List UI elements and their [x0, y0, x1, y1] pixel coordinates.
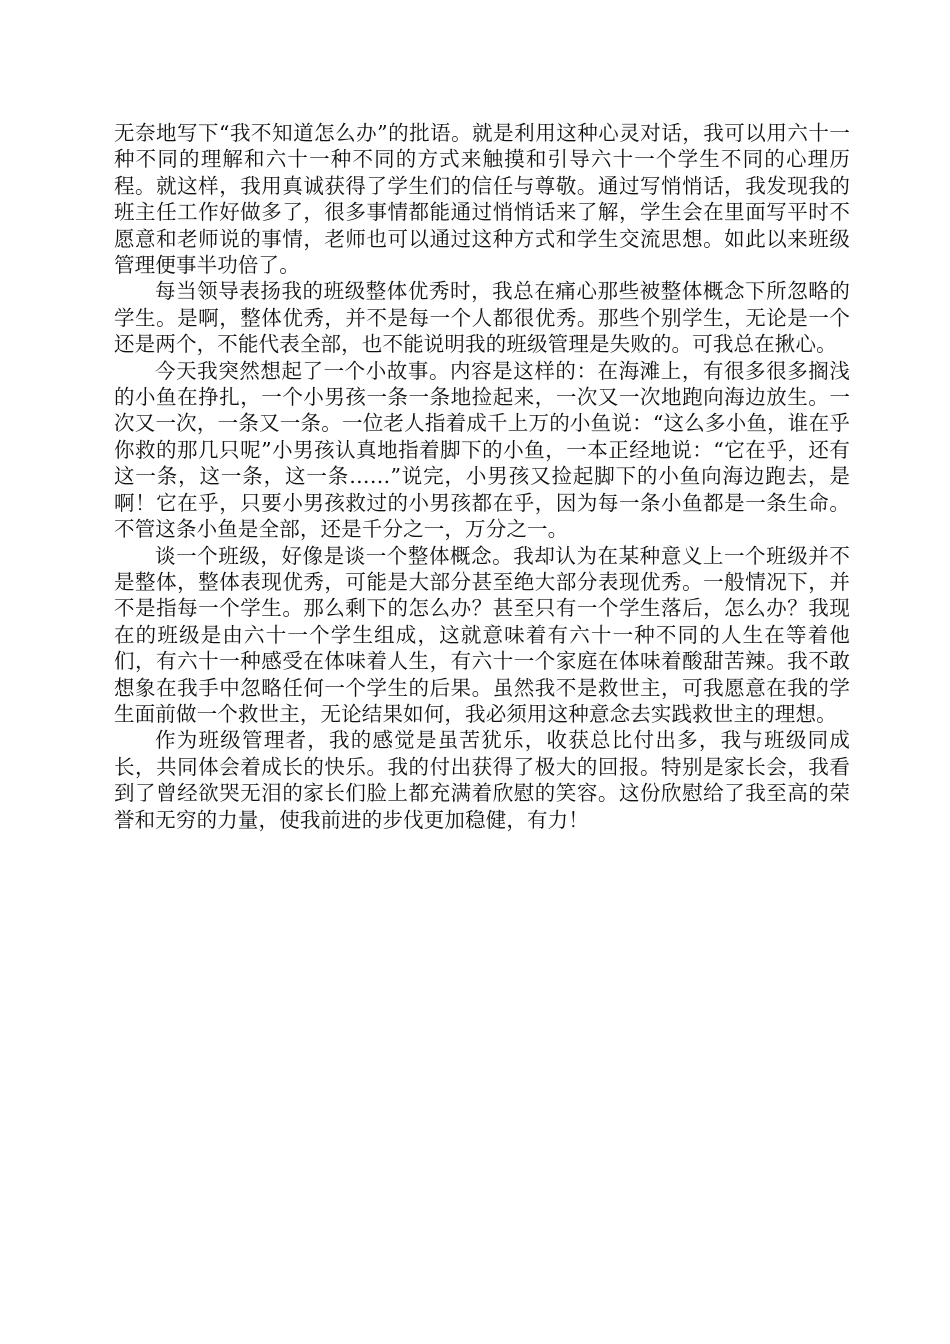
paragraph-1: 无奈地写下“我不知道怎么办”的批语。就是利用这种心灵对话，我可以用六十一种不同的理解和六十一种不同的方式来触摸和引导六十一个学生不同的心理历程。就这样，我用真诚获得了学生们的信任与尊敬。通过写悄悄话，我发现我的班主任工作好做多了，很多事情都能通过悄悄话来了解，学生会在里面写平时不愿意和老师说的事情，老师也可以通过这种方式和学生交流思想。如此以来班级管理便事半功倍了。 — [114, 121, 850, 278]
paragraph-2: 每当领导表扬我的班级整体优秀时，我总在痛心那些被整体概念下所忽略的学生。是啊，整体优秀，并不是每一个人都很优秀。那些个别学生，无论是一个还是两个，不能代表全部，也不能说明我的班级管理是失败的。可我总在揪心。 — [114, 279, 850, 357]
paragraph-4: 谈一个班级，好像是谈一个整体概念。我却认为在某种意义上一个班级并不是整体，整体表现优秀，可能是大部分甚至绝大部分表现优秀。一般情况下，并不是指每一个学生。那么剩下的怎么办？甚至只有一个学生落后，怎么办？我现在的班级是由六十一个学生组成，这就意味着有六十一种不同的人生在等着他们，有六十一种感受在体味着人生，有六十一个家庭在体味着酸甜苦辣。我不敢想象在我手中忽略任何一个学生的后果。虽然我不是救世主，可我愿意在我的学生面前做一个救世主，无论结果如何，我必须用这种意念去实践救世主的理想。 — [114, 543, 850, 726]
document-body — [114, 120, 850, 833]
paragraph-5: 作为班级管理者，我的感觉是虽苦犹乐，收获总比付出多，我与班级同成长，共同体会着成长的快乐。我的付出获得了极大的回报。特别是家长会，我看到了曾经欲哭无泪的家长们脸上都充满着欣慰的笑容。这份欣慰给了我至高的荣誉和无穷的力量，使我前进的步伐更加稳健，有力！ — [114, 728, 850, 832]
paragraph-3: 今天我突然想起了一个小故事。内容是这样的：在海滩上，有很多很多搁浅的小鱼在挣扎，一个小男孩一条一条地捡起来，一次又一次地跑向海边放生。一次又一次，一条又一条。一位老人指着成千上万的小鱼说：“这么多小鱼，谁在乎你救的那几只呢”小男孩认真地指着脚下的小鱼，一本正经地说：“它在乎，还有这一条，这一条，这一条……”说完，小男孩又捡起脚下的小鱼向海边跑去，是啊！它在乎，只要小男孩救过的小男孩都在乎，因为每一条小鱼都是一条生命。不管这条小鱼是全部，还是千分之一，万分之一。 — [114, 358, 850, 542]
